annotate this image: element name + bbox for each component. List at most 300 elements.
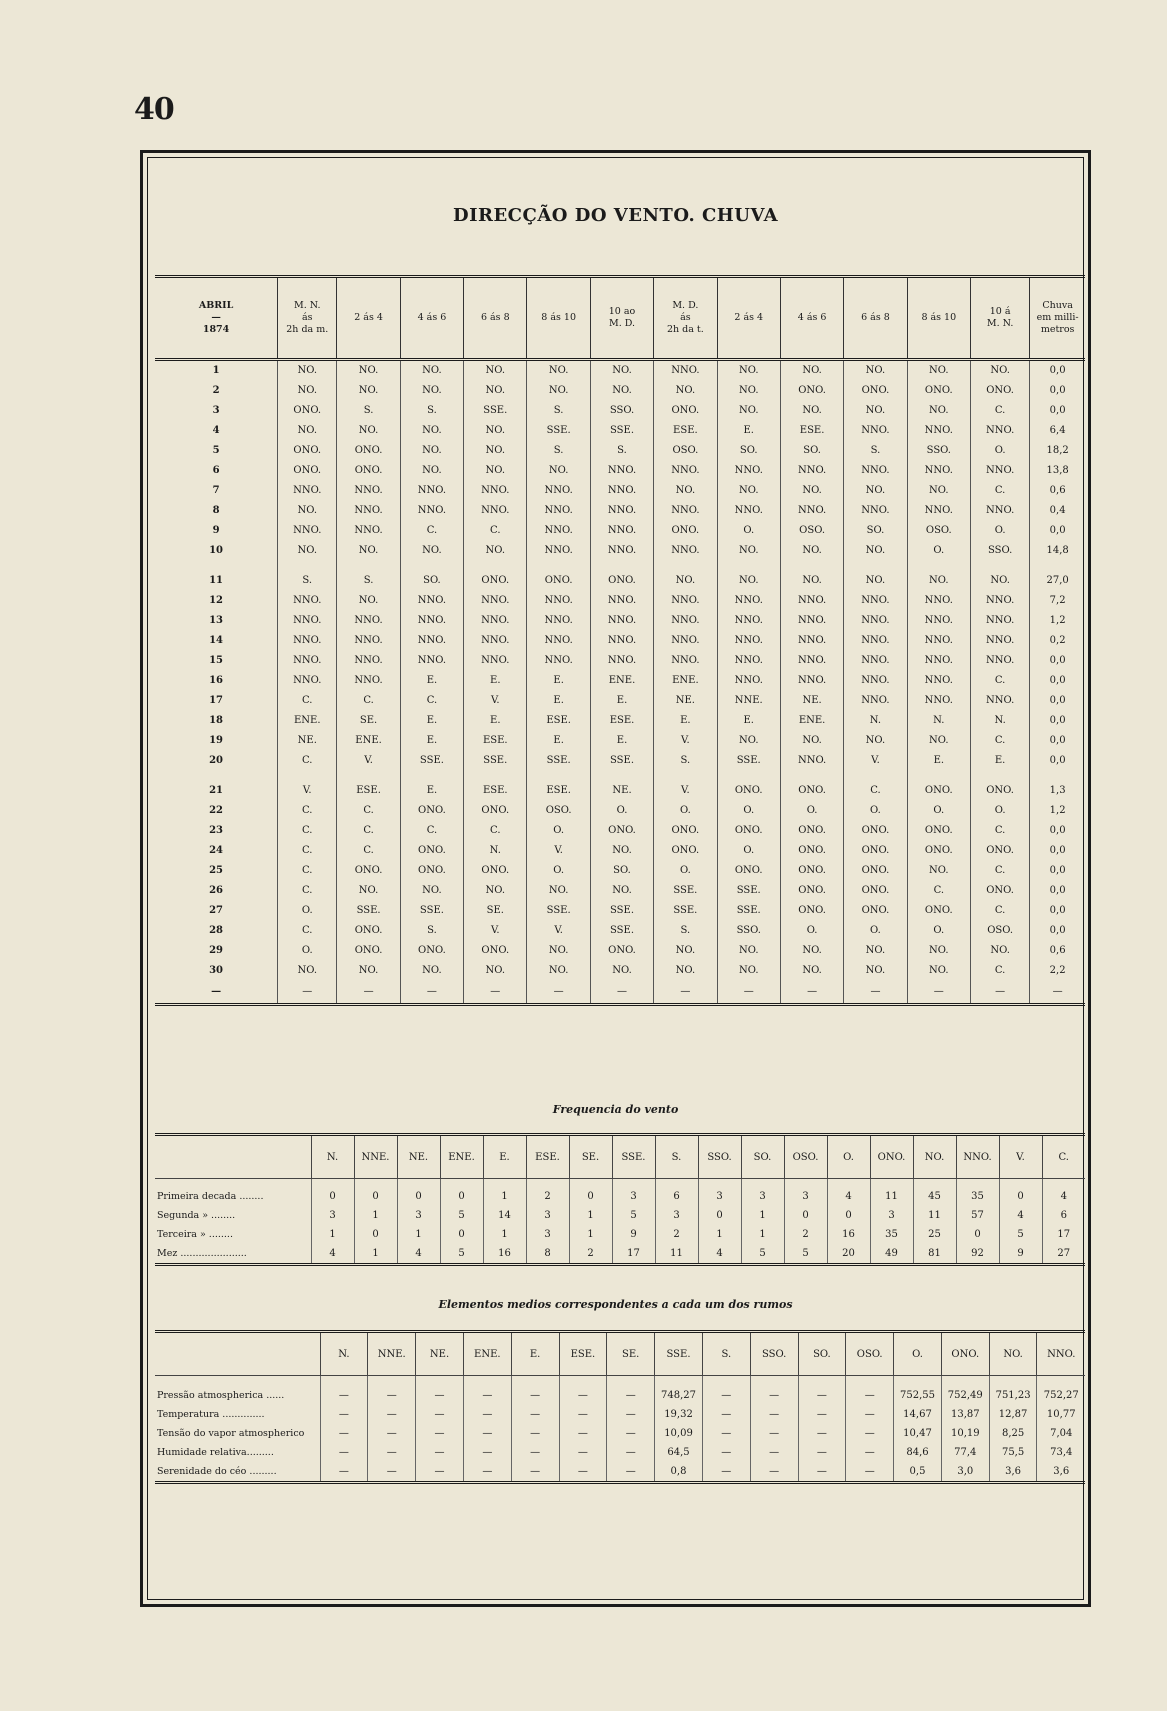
table-cell: O.: [907, 801, 970, 821]
medios-row: [155, 1443, 1085, 1462]
medios-cell: 0,5: [894, 1462, 942, 1483]
row-label: Terceira » ........: [157, 1229, 233, 1240]
medios-cell: 3,0: [941, 1462, 989, 1483]
table-cell: NNO.: [970, 461, 1029, 481]
table-cell: SSE.: [527, 421, 590, 441]
table-cell: C.: [400, 521, 463, 541]
gap-cell: [970, 771, 1029, 781]
wind-direction-table: [155, 275, 1085, 1006]
table-cell: N.: [464, 841, 527, 861]
table-cell: O.: [590, 801, 653, 821]
table-cell: SSE.: [400, 901, 463, 921]
table-cell: SSE.: [337, 901, 400, 921]
frequency-cell: 3: [526, 1225, 569, 1244]
table-cell: SO.: [590, 861, 653, 881]
table-cell: 0,0: [1030, 921, 1085, 941]
frequency-cell: 0: [354, 1179, 397, 1207]
day-cell: 16: [209, 675, 224, 686]
table-cell: ONO.: [337, 861, 400, 881]
table-cell: NNO.: [464, 501, 527, 521]
table-cell: NNO.: [527, 591, 590, 611]
medios-cell: 12,87: [989, 1405, 1037, 1424]
medios-cell: 64,5: [655, 1443, 703, 1462]
table-cell: NNO.: [278, 521, 337, 541]
medios-cell: —: [798, 1462, 846, 1483]
frequency-cell: 1: [311, 1225, 354, 1244]
table-cell: C.: [970, 961, 1029, 981]
table-cell: O.: [780, 921, 843, 941]
dash-cell: —: [590, 981, 653, 1005]
table-cell: SSE.: [654, 881, 717, 901]
medios-cell: —: [559, 1424, 607, 1443]
medios-cell: —: [702, 1424, 750, 1443]
table-cell: NNO.: [337, 651, 400, 671]
medios-cell: —: [559, 1376, 607, 1406]
dash-cell: —: [780, 981, 843, 1005]
table-row: [155, 571, 1085, 591]
table-cell: ONO.: [970, 841, 1029, 861]
frequency-cell: 1: [483, 1179, 526, 1207]
frequency-cell: 3: [698, 1179, 741, 1207]
medios-cell: —: [846, 1376, 894, 1406]
table-cell: NO.: [278, 501, 337, 521]
table-cell: ONO.: [780, 901, 843, 921]
table-cell: S.: [654, 751, 717, 771]
table-cell: ESE.: [464, 731, 527, 751]
table-cell: NNO.: [527, 481, 590, 501]
table-cell: NO.: [780, 731, 843, 751]
table-cell: SSE.: [717, 751, 780, 771]
table-row: [155, 501, 1085, 521]
medios-row: [155, 1405, 1085, 1424]
table-cell: O.: [717, 521, 780, 541]
table-cell: NO.: [717, 961, 780, 981]
frequency-header: NE.: [397, 1135, 440, 1179]
table-cell: E.: [717, 711, 780, 731]
table-cell: SSE.: [527, 751, 590, 771]
frequency-cell: 0: [397, 1179, 440, 1207]
frequency-cell: 17: [612, 1244, 655, 1265]
frequency-header: NNE.: [354, 1135, 397, 1179]
table-cell: NO.: [780, 571, 843, 591]
table-cell: 0,6: [1030, 481, 1085, 501]
day-cell: 26: [209, 885, 224, 896]
medios-cell: —: [846, 1424, 894, 1443]
table-cell: NO.: [907, 731, 970, 751]
medios-cell: —: [607, 1405, 655, 1424]
table-cell: NO.: [780, 961, 843, 981]
table-cell: ONO.: [337, 441, 400, 461]
medios-header: NE.: [416, 1332, 464, 1376]
table-cell: OSO.: [907, 521, 970, 541]
table-cell: ESE.: [527, 781, 590, 801]
table-cell: NO.: [717, 481, 780, 501]
table-cell: NNO.: [400, 631, 463, 651]
table-cell: NO.: [590, 881, 653, 901]
table-cell: V.: [654, 731, 717, 751]
medios-cell: —: [511, 1462, 559, 1483]
table-cell: ONO.: [780, 861, 843, 881]
table-cell: NNO.: [590, 631, 653, 651]
table-cell: NO.: [844, 360, 907, 382]
frequency-cell: 45: [913, 1179, 956, 1207]
frequency-header: S.: [655, 1135, 698, 1179]
table-cell: ONO.: [278, 441, 337, 461]
table-cell: O.: [844, 801, 907, 821]
table-cell: NNO.: [907, 631, 970, 651]
table-cell: SSE.: [527, 901, 590, 921]
table-cell: ONO.: [464, 801, 527, 821]
medios-cell: —: [416, 1405, 464, 1424]
row-label: Mez ......................: [155, 1244, 311, 1265]
medios-cell: 748,27: [655, 1376, 703, 1406]
table-cell: NNO.: [780, 631, 843, 651]
table-cell: 6,4: [1030, 421, 1085, 441]
table-cell: NNO.: [278, 611, 337, 631]
table-cell: E.: [400, 711, 463, 731]
table-cell: NNO.: [654, 631, 717, 651]
medios-cell: —: [416, 1424, 464, 1443]
medios-cell: 77,4: [941, 1443, 989, 1462]
day-cell: 17: [209, 695, 224, 706]
table-cell: NNO.: [780, 501, 843, 521]
day-cell: 12: [209, 595, 224, 606]
table-cell: NNO.: [717, 671, 780, 691]
row-label: Humidade relativa.........: [157, 1447, 274, 1458]
medios-cell: —: [511, 1424, 559, 1443]
table-cell: NO.: [527, 461, 590, 481]
table-cell: ONO.: [400, 861, 463, 881]
table-cell: V.: [527, 841, 590, 861]
table-cell: NNO.: [337, 481, 400, 501]
table-cell: NNO.: [717, 611, 780, 631]
medios-cell: —: [846, 1443, 894, 1462]
frequency-cell: 11: [913, 1206, 956, 1225]
table-row: [155, 421, 1085, 441]
column-header: 4 ás 6: [780, 277, 843, 360]
table-cell: NNO.: [780, 751, 843, 771]
medios-cell: —: [702, 1405, 750, 1424]
medios-cell: 752,55: [894, 1376, 942, 1406]
frequency-header: O.: [827, 1135, 870, 1179]
table-cell: NO.: [337, 421, 400, 441]
table-cell: ENE.: [337, 731, 400, 751]
table-cell: NO.: [907, 360, 970, 382]
table-cell: NO.: [717, 381, 780, 401]
table-cell: ONO.: [400, 841, 463, 861]
gap-cell: [278, 561, 337, 571]
table-cell: NNO.: [590, 611, 653, 631]
table-cell: ONO.: [400, 801, 463, 821]
table-cell: O.: [780, 801, 843, 821]
frequency-header: C.: [1042, 1135, 1085, 1179]
table-cell: ONO.: [278, 461, 337, 481]
table-cell: V.: [844, 751, 907, 771]
table-cell: NO.: [590, 841, 653, 861]
frequency-cell: 0: [440, 1179, 483, 1207]
day-cell: 10: [209, 545, 224, 556]
table-cell: C.: [337, 821, 400, 841]
table-cell: 0,0: [1030, 751, 1085, 771]
frequency-cell: 5: [612, 1206, 655, 1225]
frequency-cell: 0: [311, 1179, 354, 1207]
medios-cell: —: [511, 1376, 559, 1406]
row-label: Primeira decada ........: [157, 1191, 264, 1202]
table-cell: C.: [278, 751, 337, 771]
gap-cell: [1030, 561, 1085, 571]
frequency-cell: 5: [741, 1244, 784, 1265]
table-cell: NO.: [337, 360, 400, 382]
table-row: [155, 841, 1085, 861]
table-cell: NNO.: [590, 481, 653, 501]
medios-header: OSO.: [846, 1332, 894, 1376]
table-cell: NNE.: [717, 691, 780, 711]
table-cell: O.: [654, 861, 717, 881]
table-cell: ONO.: [907, 901, 970, 921]
table-cell: N.: [844, 711, 907, 731]
gap-cell: [907, 561, 970, 571]
table-cell: NNO.: [278, 481, 337, 501]
day-cell: 14: [209, 635, 224, 646]
medios-cell: —: [463, 1405, 511, 1424]
table-cell: SSE.: [717, 901, 780, 921]
table-cell: V.: [278, 781, 337, 801]
table-cell: S.: [337, 401, 400, 421]
table-cell: E.: [400, 781, 463, 801]
day-cell: 3: [212, 405, 220, 416]
table-cell: C.: [400, 691, 463, 711]
table-cell: E.: [654, 711, 717, 731]
frequency-cell: 1: [741, 1225, 784, 1244]
table-cell: SO.: [844, 521, 907, 541]
column-header: 6 ás 8: [844, 277, 907, 360]
day-cell: 23: [209, 825, 224, 836]
table-cell: ONO.: [590, 941, 653, 961]
medios-cell: 14,67: [894, 1405, 942, 1424]
table-cell: NO.: [337, 961, 400, 981]
frequency-cell: 5: [440, 1244, 483, 1265]
medios-cell: —: [416, 1443, 464, 1462]
medios-cell: —: [463, 1443, 511, 1462]
table-cell: E.: [464, 671, 527, 691]
medios-cell: —: [368, 1424, 416, 1443]
table-cell: NNO.: [654, 541, 717, 561]
table-row: [155, 481, 1085, 501]
frequency-cell: 0: [999, 1179, 1042, 1207]
table-cell: 1,2: [1030, 801, 1085, 821]
day-cell: 2: [212, 385, 220, 396]
table-row: [155, 441, 1085, 461]
table-cell: 0,0: [1030, 360, 1085, 382]
medios-header: ENE.: [463, 1332, 511, 1376]
table-cell: V.: [654, 781, 717, 801]
medios-row: [155, 1462, 1085, 1483]
table-cell: NNO.: [590, 461, 653, 481]
table-row: [155, 711, 1085, 731]
page-title: DIRECÇÃO DO VENTO. CHUVA: [452, 205, 779, 226]
column-header: 8 ás 10: [907, 277, 970, 360]
table-cell: NO.: [654, 481, 717, 501]
column-header: 6 ás 8: [464, 277, 527, 360]
row-label: Serenidade do céo .........: [155, 1462, 320, 1483]
dash-cell: —: [654, 981, 717, 1005]
table-cell: ESE.: [780, 421, 843, 441]
frequency-cell: 4: [999, 1206, 1042, 1225]
frequency-cell: 8: [526, 1244, 569, 1265]
table-cell: O.: [717, 801, 780, 821]
dash-cell: —: [717, 981, 780, 1005]
medios-cell: —: [750, 1443, 798, 1462]
table-cell: NO.: [717, 360, 780, 382]
table-cell: C.: [464, 521, 527, 541]
table-cell: 1,3: [1030, 781, 1085, 801]
table-cell: NNO.: [970, 591, 1029, 611]
table-cell: NO.: [844, 941, 907, 961]
table-cell: SE.: [337, 711, 400, 731]
table-cell: 0,0: [1030, 671, 1085, 691]
medios-header: S.: [702, 1332, 750, 1376]
table-cell: NNO.: [337, 521, 400, 541]
frequency-cell: 6: [1042, 1206, 1085, 1225]
medios-header: NNO.: [1037, 1332, 1085, 1376]
gap-cell: [590, 771, 653, 781]
frequency-cell: 1: [741, 1206, 784, 1225]
table-row: [155, 801, 1085, 821]
medios-cell: 13,87: [941, 1405, 989, 1424]
table-row: [155, 941, 1085, 961]
row-label: Pressão atmospherica ......: [157, 1390, 285, 1401]
table-cell: O.: [970, 441, 1029, 461]
table-cell: S.: [278, 571, 337, 591]
table-cell: NNO.: [400, 611, 463, 631]
table-cell: NNO.: [654, 611, 717, 631]
table-cell: ONO.: [590, 571, 653, 591]
frequency-header: ESE.: [526, 1135, 569, 1179]
table-cell: NO.: [400, 461, 463, 481]
table-cell: C.: [278, 841, 337, 861]
table-cell: V.: [337, 751, 400, 771]
table-cell: NNO.: [970, 631, 1029, 651]
gap-cell: [400, 561, 463, 571]
day-cell: 13: [209, 615, 224, 626]
frequency-cell: 16: [483, 1244, 526, 1265]
table-cell: NNO.: [337, 611, 400, 631]
table-cell: 2,2: [1030, 961, 1085, 981]
table-cell: V.: [527, 921, 590, 941]
gap-cell: [155, 561, 278, 571]
frequency-header: [155, 1135, 311, 1179]
table-cell: NNO.: [337, 631, 400, 651]
table-cell: NO.: [464, 441, 527, 461]
table-row: [155, 901, 1085, 921]
day-cell: 30: [209, 965, 224, 976]
table-cell: NO.: [590, 381, 653, 401]
frequency-cell: 0: [354, 1225, 397, 1244]
table-row: [155, 591, 1085, 611]
table-cell: 0,0: [1030, 861, 1085, 881]
medios-cell: —: [846, 1405, 894, 1424]
table-cell: SO.: [780, 441, 843, 461]
decade-gap: [155, 771, 1085, 781]
day-cell: 7: [212, 485, 220, 496]
medios-header: SO.: [798, 1332, 846, 1376]
table-cell: ONO.: [337, 461, 400, 481]
frequency-cell: 20: [827, 1244, 870, 1265]
table-cell: NO.: [844, 731, 907, 751]
table-cell: NNO.: [400, 591, 463, 611]
table-cell: S.: [527, 401, 590, 421]
table-cell: ENE.: [654, 671, 717, 691]
medios-cell: —: [702, 1443, 750, 1462]
medios-cell: —: [607, 1443, 655, 1462]
table-cell: 0,0: [1030, 401, 1085, 421]
table-cell: 0,0: [1030, 841, 1085, 861]
table-cell: SSO.: [717, 921, 780, 941]
table-cell: NO.: [527, 381, 590, 401]
medios-cell: —: [320, 1405, 368, 1424]
medios-cell: —: [320, 1443, 368, 1462]
dash-cell: —: [527, 981, 590, 1005]
table-cell: C.: [970, 861, 1029, 881]
medios-header: NO.: [989, 1332, 1037, 1376]
table-cell: NO.: [717, 941, 780, 961]
table-cell: NO.: [278, 381, 337, 401]
table-cell: NO.: [400, 360, 463, 382]
gap-cell: [844, 771, 907, 781]
table-cell: NO.: [337, 381, 400, 401]
table-cell: S.: [337, 571, 400, 591]
table-cell: C.: [970, 821, 1029, 841]
medios-header: O.: [894, 1332, 942, 1376]
table-cell: NNO.: [907, 501, 970, 521]
table-cell: NO.: [400, 441, 463, 461]
table-frame: [140, 150, 1091, 1607]
table-cell: ONO.: [337, 941, 400, 961]
gap-cell: [155, 771, 278, 781]
table-cell: E.: [970, 751, 1029, 771]
medios-cell: 75,5: [989, 1443, 1037, 1462]
table-cell: SSE.: [400, 751, 463, 771]
frequency-row: [155, 1206, 1085, 1225]
table-cell: NO.: [400, 961, 463, 981]
table-cell: NNO.: [527, 541, 590, 561]
table-cell: NNO.: [278, 651, 337, 671]
table-cell: NNO.: [780, 651, 843, 671]
gap-cell: [464, 771, 527, 781]
table-cell: SSE.: [654, 901, 717, 921]
table-cell: 0,0: [1030, 521, 1085, 541]
table-cell: NO.: [717, 541, 780, 561]
table-cell: SSE.: [590, 421, 653, 441]
table-cell: NNO.: [780, 671, 843, 691]
frequency-cell: 5: [784, 1244, 827, 1265]
table-cell: NO.: [844, 571, 907, 591]
table-cell: ONO.: [780, 821, 843, 841]
medios-header: SE.: [607, 1332, 655, 1376]
row-label: Temperatura ..............: [157, 1409, 265, 1420]
table-cell: NO.: [844, 401, 907, 421]
frequency-cell: 1: [569, 1225, 612, 1244]
table-row: [155, 861, 1085, 881]
table-cell: NNO.: [590, 541, 653, 561]
table-cell: C.: [844, 781, 907, 801]
table-cell: C.: [337, 841, 400, 861]
table-cell: ONO.: [844, 381, 907, 401]
medios-cell: —: [750, 1462, 798, 1483]
table-cell: ENE.: [780, 711, 843, 731]
table-row: [155, 401, 1085, 421]
column-header: 2 ás 4: [337, 277, 400, 360]
